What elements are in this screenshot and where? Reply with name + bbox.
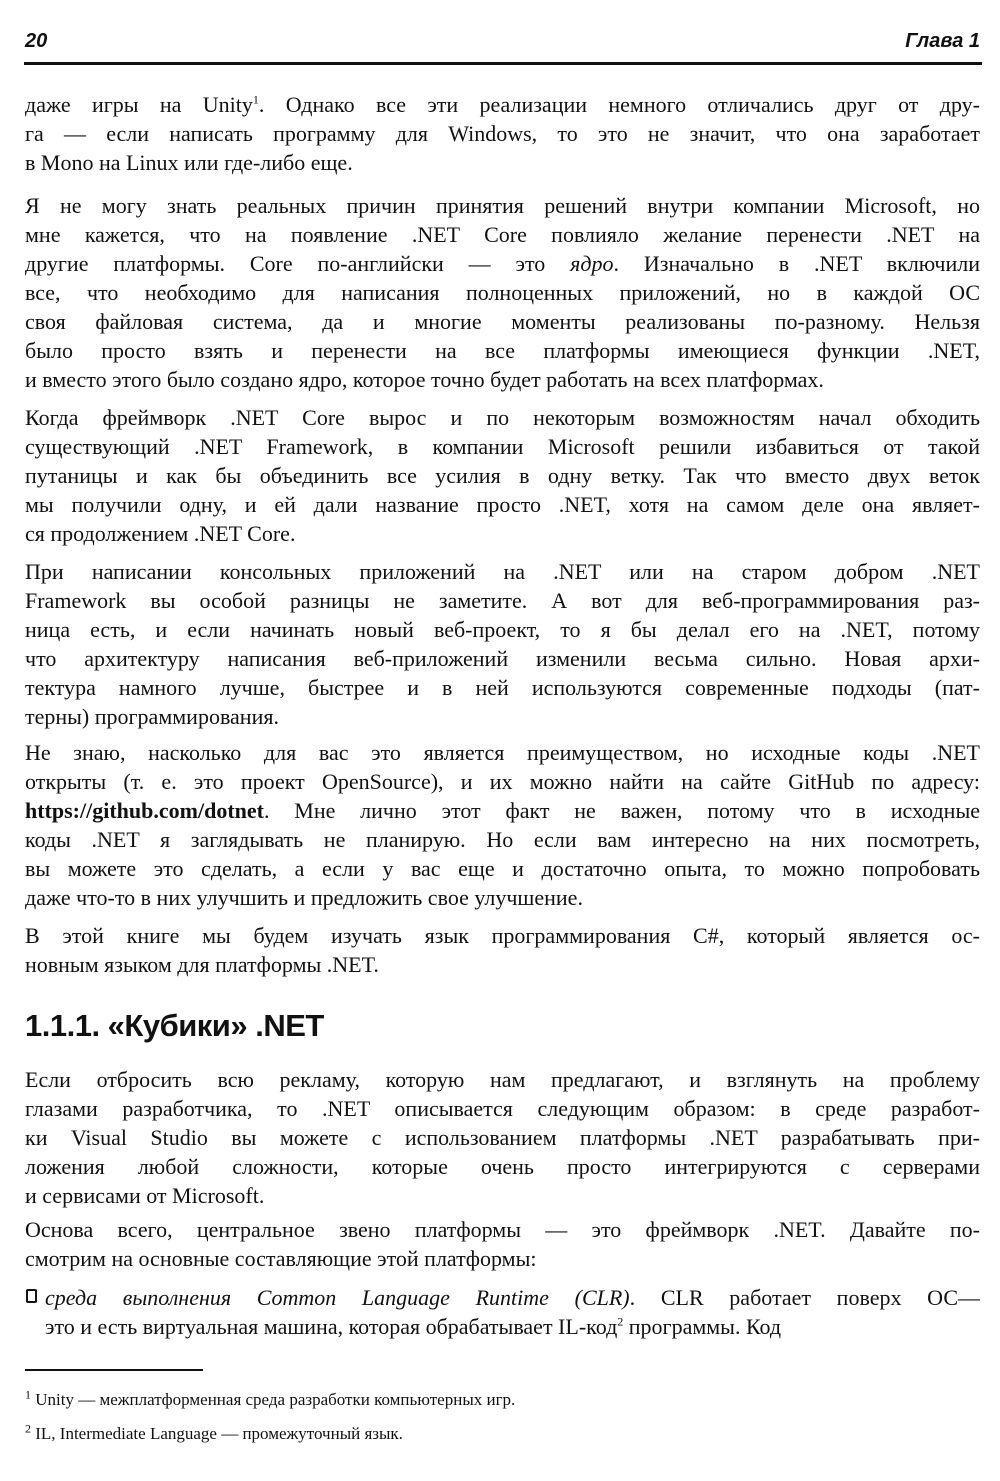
text-line: [25, 1065, 980, 1094]
text-line: [25, 921, 980, 950]
text-segment: даже что-то в них улучшить и предложить свое улучшение.: [25, 885, 583, 910]
text-segment: ложения любой сложности, которые очень просто интегрируются с серверами: [25, 1154, 980, 1179]
text-line: [25, 278, 980, 307]
text-segment: . CLR работает поверх ОС—: [629, 1285, 980, 1310]
text-line: [25, 148, 980, 177]
text-line: [25, 702, 980, 731]
checkbox-bullet-icon: [26, 1289, 37, 1303]
text-line: [25, 490, 980, 519]
text-segment: мне кажется, что на появление .NET Core повлияло желание перенести .NET на: [25, 222, 980, 247]
text-line: [25, 432, 980, 461]
text-line: [25, 950, 980, 979]
text-line: [25, 557, 980, 586]
text-segment: и сервисами от Microsoft.: [25, 1183, 265, 1208]
text-line: [25, 519, 980, 548]
text-segment: Если отбросить всю рекламу, которую нам предлагают, и взглянуть на проблему: [25, 1067, 980, 1092]
header-rule: [24, 62, 982, 65]
text-segment: все, что необходимо для написания полноценных приложений, но в каждой ОС: [25, 280, 980, 305]
text-line: [25, 767, 980, 796]
text-line: [25, 191, 980, 220]
text-segment: что архитектуру написания веб-приложений изменили весьма сильно. Новая архи-: [25, 646, 980, 671]
text-line: [25, 644, 980, 673]
text-segment: Основа всего, центральное звено платформы — это фреймворк .NET. Давайте по-: [25, 1217, 980, 1242]
text-segment: Я не могу знать реальных причин принятия решений внутри компании Microsoft, но: [25, 193, 980, 218]
paragraph: [25, 403, 980, 548]
footnote-ref: 2: [617, 1314, 624, 1329]
text-segment: смотрим на основные составляющие этой платформы:: [25, 1246, 537, 1271]
text-segment: В этой книге мы будем изучать язык программирования C#, который является ос-: [25, 923, 980, 948]
text-segment: и вместо этого было создано ядро, которое точно будет работать на всех платформах.: [25, 367, 824, 392]
paragraph: [25, 1065, 980, 1210]
footnote-ref: 1: [252, 92, 259, 107]
text-line: [25, 403, 980, 432]
text-segment: существующий .NET Framework, в компании Microsoft решили избавиться от такой: [25, 434, 980, 459]
text-segment: вы можете это сделать, а если у вас еще и достаточно опыта, то можно попробовать: [25, 856, 980, 881]
text-line: [25, 673, 980, 702]
text-segment: Не знаю, насколько для вас это является преимуществом, но исходные коды .NET: [25, 740, 980, 765]
paragraph: [25, 90, 980, 177]
text-line: [25, 461, 980, 490]
text-line: [45, 1312, 980, 1341]
text-segment: новным языком для платформы .NET.: [25, 952, 379, 977]
text-segment: своя файловая система, да и многие моменты реализованы по-разному. Нельзя: [25, 309, 980, 334]
text-segment: . Однако все эти реализации немного отличались друг от дру-: [258, 92, 980, 117]
text-line: [25, 365, 980, 394]
footnote-mark: 1: [25, 1387, 31, 1402]
text-line: [25, 1094, 980, 1123]
text-segment: При написании консольных приложений на .NET или на старом добром .NET: [25, 559, 980, 584]
section-heading: 1.1.1. «Кубики» .NET: [25, 1008, 324, 1043]
paragraph: [25, 191, 980, 394]
paragraph: [25, 738, 980, 912]
emphasis-text: ядро: [570, 251, 614, 276]
text-line: [45, 1283, 980, 1312]
text-segment: ся продолжением .NET Core.: [25, 521, 296, 546]
text-line: [25, 586, 980, 615]
text-segment: путаницы и как бы объединить все усилия в одну ветку. Так что вместо двух веток: [25, 463, 980, 488]
text-line: [25, 615, 980, 644]
footnote-text: IL, Intermediate Language — промежуточный язык.: [31, 1424, 403, 1443]
text-line: [25, 90, 980, 119]
footnote-1: [25, 1389, 515, 1411]
url-text: https://github.com/dotnet: [25, 798, 264, 823]
text-segment: программы. Код: [623, 1314, 782, 1339]
text-line: [25, 1152, 980, 1181]
text-segment: коды .NET я заглядывать не планирую. Но если вам интересно на них посмотреть,: [25, 827, 980, 852]
text-segment: Когда фреймворк .NET Core вырос и по некоторым возможностям начал обходить: [25, 405, 980, 430]
text-line: [25, 249, 980, 278]
text-segment: . Мне лично этот факт не важен, потому что в исходные: [263, 798, 980, 823]
text-segment: мы получили одну, и ей дали название просто .NET, хотя на самом деле она являет-: [25, 492, 980, 517]
text-segment: га — если написать программу для Windows, то это не значит, что она заработает: [25, 121, 980, 146]
text-line: [25, 119, 980, 148]
page-number: 20: [25, 30, 48, 52]
text-line: [25, 1215, 980, 1244]
text-line: [25, 883, 980, 912]
text-segment: даже игры на Unity: [25, 92, 253, 117]
footnote-text: Unity — межплатформенная среда разработки компьютерных игр.: [31, 1390, 516, 1409]
chapter-title: Глава 1: [905, 30, 980, 52]
text-segment: . Изначально в .NET включили: [613, 251, 980, 276]
text-segment: открыты (т. е. это проект OpenSource), и их можно найти на сайте GitHub по адресу:: [25, 769, 980, 794]
text-line: [25, 1181, 980, 1210]
bullet-item: [45, 1283, 980, 1341]
footnote-2: [25, 1423, 403, 1445]
text-segment: в Mono на Linux или где-либо еще.: [25, 150, 353, 175]
text-segment: это и есть виртуальная машина, которая обрабатывает IL-код: [45, 1314, 618, 1339]
text-segment: ница есть, и если начинать новый веб-проект, то я бы делал его на .NET, потому: [25, 617, 980, 642]
text-line: [25, 1244, 980, 1273]
text-line: [25, 825, 980, 854]
footnote-rule: [25, 1369, 203, 1371]
emphasis-text: среда выполнения Common Language Runtime (CLR): [45, 1285, 630, 1310]
text-segment: терны) программирования.: [25, 704, 279, 729]
text-segment: тектура намного лучше, быстрее и в ней используются современные подходы (пат-: [25, 675, 980, 700]
text-line: [25, 220, 980, 249]
text-line: [25, 796, 980, 825]
paragraph: [25, 921, 980, 979]
paragraph: [25, 557, 980, 731]
footnote-mark: 2: [25, 1421, 31, 1436]
paragraph: [25, 1215, 980, 1273]
text-line: [25, 738, 980, 767]
text-line: [25, 854, 980, 883]
text-line: [25, 307, 980, 336]
text-segment: другие платформы. Core по-английски — это: [25, 251, 571, 276]
text-line: [25, 1123, 980, 1152]
text-line: [25, 336, 980, 365]
text-segment: ки Visual Studio вы можете с использованием платформы .NET разрабатывать при-: [25, 1125, 980, 1150]
text-segment: Framework вы особой разницы не заметите. А вот для веб-программирования раз-: [25, 588, 980, 613]
text-segment: глазами разработчика, то .NET описывается следующим образом: в среде разработ-: [25, 1096, 980, 1121]
text-segment: было просто взять и перенести на все платформы имеющиеся функции .NET,: [25, 338, 980, 363]
